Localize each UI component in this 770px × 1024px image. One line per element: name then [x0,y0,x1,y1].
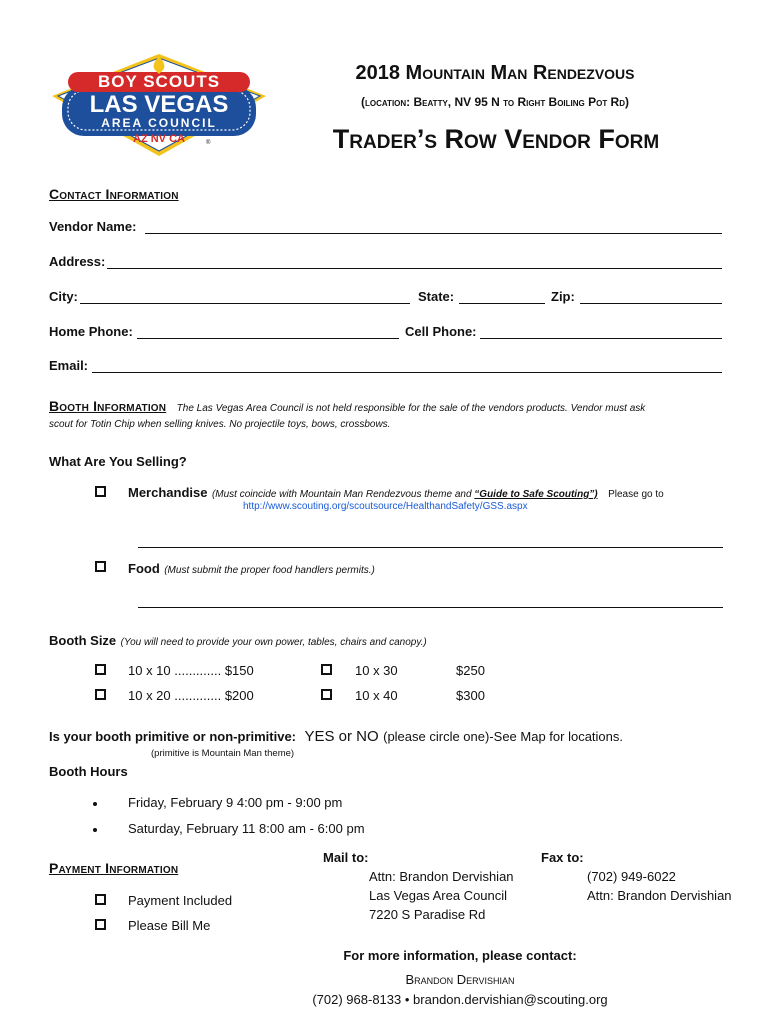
contact-name: Brandon Dervishian [405,972,515,987]
fax-line-2: Attn: Brandon Dervishian [587,888,732,903]
yes-no-choice[interactable]: YES or NO [304,728,379,745]
booth-heading: Booth Information [49,398,167,414]
food-label: Food [128,561,160,576]
payment-included-label: Payment Included [128,893,233,908]
merchandise-detail-field[interactable] [138,547,723,548]
payment-included-checkbox[interactable] [95,894,106,905]
mail-line-1: Attn: Brandon Dervishian [369,869,514,884]
svg-text:®: ® [206,140,211,146]
size-10x20-checkbox[interactable] [95,689,106,700]
logo-text-bottom: AZ NV CA [133,133,185,145]
merchandise-row [128,484,664,502]
size-10x40-price: $300 [456,688,485,703]
zip-label: Zip: [551,289,575,304]
safe-scouting-link-text: “Guide to Safe Scouting”) [474,489,598,500]
mail-line-2: Las Vegas Area Council [369,888,508,903]
council-logo [46,52,272,160]
hours-friday: Friday, February 9 4:00 pm - 9:00 pm [128,795,343,810]
home-phone-field[interactable] [137,338,399,339]
size-10x30-label: 10 x 30 [355,663,398,678]
primitive-row [49,728,623,746]
state-label: State: [418,289,455,304]
cell-phone-field[interactable] [480,338,722,339]
merchandise-label: Merchandise [128,485,208,500]
logo-text-middle: LAS VEGAS [89,91,229,118]
payment-heading: Payment Information [49,860,179,876]
please-bill-me-label: Please Bill Me [128,918,211,933]
mail-line-3: 7220 S Paradise Rd [369,907,486,922]
vendor-name-field[interactable] [145,233,722,234]
contact-heading: Contact Information [49,186,179,202]
size-10x10-label: 10 x 10 ............. $150 [128,663,254,678]
booth-size-row [49,632,427,650]
primitive-tail: (please circle one)-See Map for locations. [383,729,623,744]
selling-question: What Are You Selling? [49,454,187,469]
city-label: City: [49,289,78,304]
food-row [128,560,375,578]
merchandise-checkbox[interactable] [95,486,106,497]
more-info-text: For more information, please contact: [343,948,577,963]
booth-note-line1: The Las Vegas Area Council is not held responsible for the sale of the vendors products. Vendor must ask [176,403,646,414]
booth-size-label: Booth Size [49,633,117,648]
food-note: (Must submit the proper food handlers permits.) [164,565,375,576]
size-10x40-label: 10 x 40 [355,688,398,703]
size-10x40-checkbox[interactable] [321,689,332,700]
hours-bullet-2 [93,828,97,832]
state-field[interactable] [459,303,545,304]
separator-dot: • [404,992,414,1007]
council-logo-graphic [46,52,272,160]
fax-to-label: Fax to: [541,850,584,865]
vendor-name-label: Vendor Name: [49,219,137,234]
hours-saturday: Saturday, February 11 8:00 am - 6:00 pm [128,821,365,836]
booth-note-line2: scout for Totin Chip when selling knives. No projectile toys, bows, crossbows. [49,419,391,430]
merchandise-note: (Must coincide with Mountain Man Rendezvous theme and [211,489,475,500]
home-phone-label: Home Phone: [49,324,133,339]
hours-bullet-1 [93,802,97,806]
please-bill-me-checkbox[interactable] [95,919,106,930]
food-checkbox[interactable] [95,561,106,572]
size-10x20-label: 10 x 20 ............. $200 [128,688,254,703]
size-10x30-price: $250 [456,663,485,678]
safe-scouting-url[interactable]: http://www.scouting.org/scoutsource/HealthandSafety/GSS.aspx [243,501,528,512]
city-field[interactable] [80,303,410,304]
logo-text-top: BOY SCOUTS [97,72,221,91]
fax-line-1: (702) 949-6022 [587,869,676,884]
event-title: 2018 Mountain Man Rendezvous [355,62,635,84]
logo-text-lower: AREA COUNCIL [101,116,217,130]
address-label: Address: [49,254,106,269]
email-field[interactable] [92,372,722,373]
contact-line [0,992,770,1007]
address-field[interactable] [107,268,722,269]
size-10x30-checkbox[interactable] [321,664,332,675]
cell-phone-label: Cell Phone: [405,324,477,339]
booth-heading-row [49,398,749,416]
food-detail-field[interactable] [138,607,723,608]
contact-phone: (702) 968-8133 [312,992,402,1007]
primitive-note: (primitive is Mountain Man theme) [151,748,295,759]
booth-hours-label: Booth Hours [49,764,128,779]
mail-to-label: Mail to: [323,850,369,865]
please-go-to: Please go to [608,489,664,500]
email-label: Email: [49,358,89,373]
size-10x10-checkbox[interactable] [95,664,106,675]
zip-field[interactable] [580,303,722,304]
booth-size-note: (You will need to provide your own power, tables, chairs and canopy.) [120,637,427,648]
primitive-question: Is your booth primitive or non-primitive: [49,729,297,744]
form-title: Trader’s Row Vendor Form [332,124,660,154]
event-location: (location: Beatty, NV 95 N to Right Boiling Pot Rd) [360,95,629,109]
contact-email[interactable]: brandon.dervishian@scouting.org [413,992,608,1007]
